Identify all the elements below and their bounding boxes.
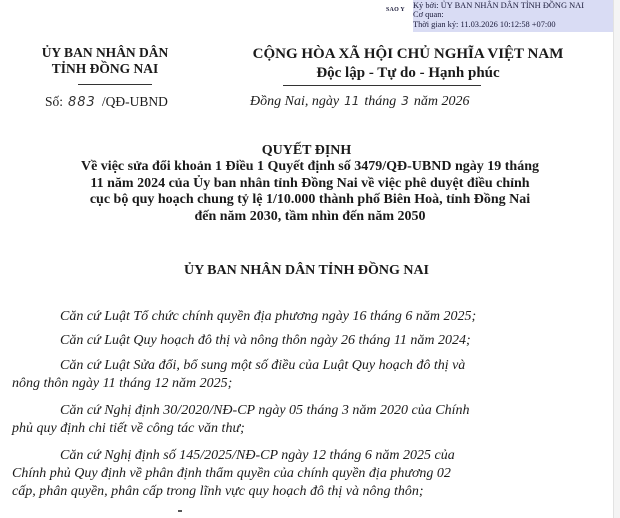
number-value: 883 bbox=[68, 95, 96, 110]
preamble-line: phủ quy định chi tiết về công tác văn thư; bbox=[12, 421, 245, 436]
org-underline bbox=[78, 84, 152, 85]
signing-agency: Cơ quan: bbox=[413, 10, 444, 19]
page-right-edge bbox=[613, 0, 620, 518]
preamble-line: Căn cứ Nghị định số 145/2025/NĐ-CP ngày 12 tháng 6 năm 2025 của bbox=[60, 448, 455, 463]
preamble-line: Căn cứ Luật Tổ chức chính quyền địa phương ngày 16 tháng 6 năm 2025; bbox=[60, 309, 477, 324]
signing-time: Thời gian ký: 11.03.2026 10:12:58 +07:00 bbox=[413, 20, 556, 29]
preamble-line: nông thôn ngày 11 tháng 12 năm 2025; bbox=[12, 376, 233, 391]
issuing-authority-heading: ỦY BAN NHÂN DÂN TỈNH ĐỒNG NAI bbox=[183, 263, 429, 278]
motto-underline bbox=[283, 85, 481, 86]
national-motto: Độc lập - Tự do - Hạnh phúc bbox=[316, 65, 500, 81]
subject-line: Về việc sửa đổi khoản 1 Điều 1 Quyết định số 3479/QĐ-UBND ngày 19 tháng bbox=[80, 159, 539, 174]
digital-signature-stamp bbox=[386, 0, 613, 32]
preamble-line: Căn cứ Nghị định 30/2020/NĐ-CP ngày 05 tháng 3 năm 2020 của Chính bbox=[60, 403, 470, 418]
day-value: 11 bbox=[344, 94, 360, 108]
org-line-1: ỦY BAN NHÂN DÂN bbox=[41, 45, 169, 60]
issuing-organization bbox=[30, 45, 180, 77]
document-title: QUYẾT ĐỊNH bbox=[261, 143, 352, 158]
document-subject bbox=[30, 159, 590, 225]
month-value: 3 bbox=[401, 94, 409, 108]
number-suffix: /QĐ-UBND bbox=[101, 94, 168, 109]
place: Đồng Nai, ngày bbox=[250, 94, 340, 109]
number-prefix: Số: bbox=[45, 94, 64, 109]
cut-off-text-fragment bbox=[178, 510, 182, 512]
month-label: tháng bbox=[364, 94, 397, 109]
subject-line: cục bộ quy hoạch chung tỷ lệ 1/10.000 thành phố Biên Hoà, tỉnh Đồng Nai bbox=[89, 192, 531, 207]
preamble-line: Căn cứ Luật Quy hoạch đô thị và nông thôn ngày 26 tháng 11 năm 2024; bbox=[60, 333, 471, 348]
national-title: CỘNG HÒA XÃ HỘI CHỦ NGHĨA VIỆT NAM bbox=[252, 46, 564, 62]
copy-stamp-label: SAO Y bbox=[386, 7, 405, 13]
org-line-2: TỈNH ĐỒNG NAI bbox=[51, 61, 159, 76]
preamble-line: Căn cứ Luật Sửa đổi, bổ sung một số điều của Luật Quy hoạch đô thị và bbox=[60, 358, 466, 373]
year-label: năm 2026 bbox=[413, 94, 470, 109]
subject-line: đến năm 2030, tầm nhìn đến năm 2050 bbox=[194, 208, 426, 224]
preamble-line: cấp, phân quyền, phân cấp trong lĩnh vực quy hoạch đô thị và nông thôn; bbox=[12, 484, 424, 499]
preamble-line: Chính phủ Quy định về phân định thẩm quyền của chính quyền địa phương 02 bbox=[12, 466, 451, 481]
document-number bbox=[45, 94, 168, 110]
subject-line: 11 năm 2024 của Ủy ban nhân tỉnh Đồng Nai về việc phê duyệt điều chỉnh bbox=[90, 175, 530, 191]
signed-by: Ký bởi: ỦY BAN NHÂN DÂN TỈNH ĐỒNG NAI bbox=[413, 1, 584, 10]
place-and-date bbox=[250, 94, 470, 110]
